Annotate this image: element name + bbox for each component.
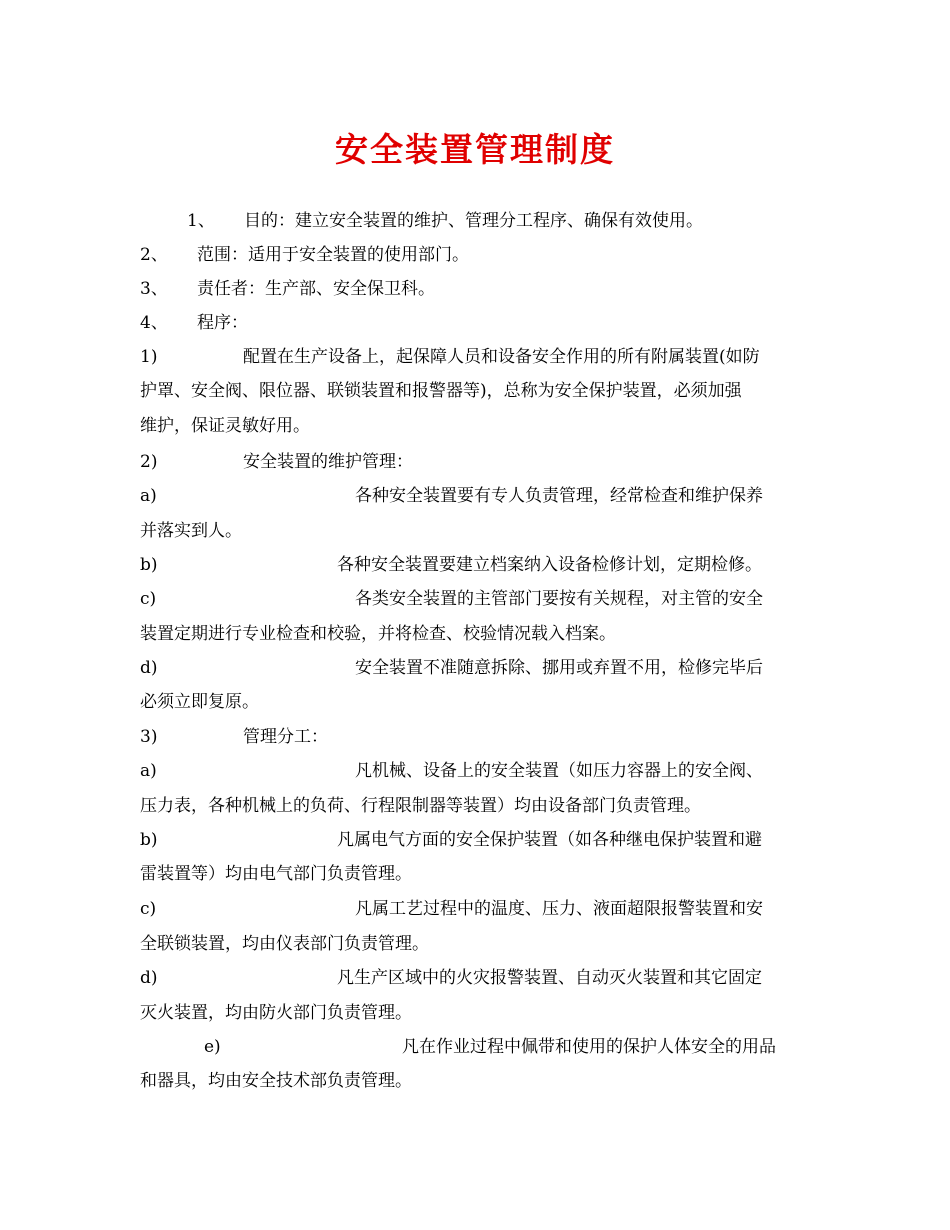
list-text: 凡生产区域中的火灾报警装置、自动灭火装置和其它固定 xyxy=(337,968,762,988)
list-text: 和器具，均由安全技术部负责管理。 xyxy=(140,1071,412,1091)
list-marker: d) xyxy=(140,968,158,988)
list-text: 灭火装置，均由防火部门负责管理。 xyxy=(140,1003,412,1023)
list-text: 全联锁装置，均由仪表部门负责管理。 xyxy=(140,934,429,954)
list-marker: 1、 xyxy=(187,211,215,231)
list-text: 压力表，各种机械上的负荷、行程限制器等装置）均由设备部门负责管理。 xyxy=(140,796,701,816)
list-text: 装置定期进行专业检查和校验，并将检查、校验情况载入档案。 xyxy=(140,624,616,644)
list-marker: 3、 xyxy=(140,279,168,299)
list-marker: c) xyxy=(140,899,157,919)
list-text: 凡在作业过程中佩带和使用的保护人体安全的用品 xyxy=(402,1037,776,1057)
list-text: 各种安全装置要建立档案纳入设备检修计划，定期检修。 xyxy=(337,555,762,575)
list-marker: c) xyxy=(140,589,157,609)
list-text: 责任者：生产部、安全保卫科。 xyxy=(197,279,435,299)
list-marker: 1) xyxy=(140,347,158,367)
list-marker: 2、 xyxy=(140,245,168,265)
list-text: 安全装置的维护管理： xyxy=(243,452,413,472)
list-text: 护罩、安全阀、限位器、联锁装置和报警器等)，总称为安全保护装置，必须加强 xyxy=(140,381,742,401)
list-text: 程序： xyxy=(197,313,248,333)
list-text: 维护，保证灵敏好用。 xyxy=(140,416,310,436)
list-text: 凡属电气方面的安全保护装置（如各种继电保护装置和避 xyxy=(337,830,762,850)
list-text: 各类安全装置的主管部门要按有关规程，对主管的安全 xyxy=(355,589,763,609)
list-text: 目的：建立安全装置的维护、管理分工程序、确保有效使用。 xyxy=(244,211,703,231)
list-marker: e) xyxy=(204,1037,221,1057)
page-title: 安全装置管理制度 xyxy=(335,130,615,169)
list-text: 管理分工： xyxy=(243,727,328,747)
list-text: 范围：适用于安全装置的使用部门。 xyxy=(197,245,469,265)
list-text: 雷装置等）均由电气部门负责管理。 xyxy=(140,864,412,884)
list-text: 配置在生产设备上，起保障人员和设备安全作用的所有附属装置(如防 xyxy=(243,347,760,367)
list-text: 凡属工艺过程中的温度、压力、液面超限报警装置和安 xyxy=(355,899,763,919)
list-marker: b) xyxy=(140,830,158,850)
list-marker: 4、 xyxy=(140,313,168,333)
list-marker: b) xyxy=(140,555,158,575)
list-marker: a) xyxy=(140,486,157,506)
list-text: 安全装置不准随意拆除、挪用或弃置不用，检修完毕后 xyxy=(355,658,763,678)
list-marker: 3) xyxy=(140,727,158,747)
list-marker: a) xyxy=(140,761,157,781)
list-text: 并落实到人。 xyxy=(140,521,242,541)
list-text: 必须立即复原。 xyxy=(140,692,259,712)
list-marker: d) xyxy=(140,658,158,678)
list-text: 凡机械、设备上的安全装置（如压力容器上的安全阀、 xyxy=(355,761,763,781)
list-marker: 2) xyxy=(140,452,158,472)
list-text: 各种安全装置要有专人负责管理，经常检查和维护保养 xyxy=(355,486,763,506)
